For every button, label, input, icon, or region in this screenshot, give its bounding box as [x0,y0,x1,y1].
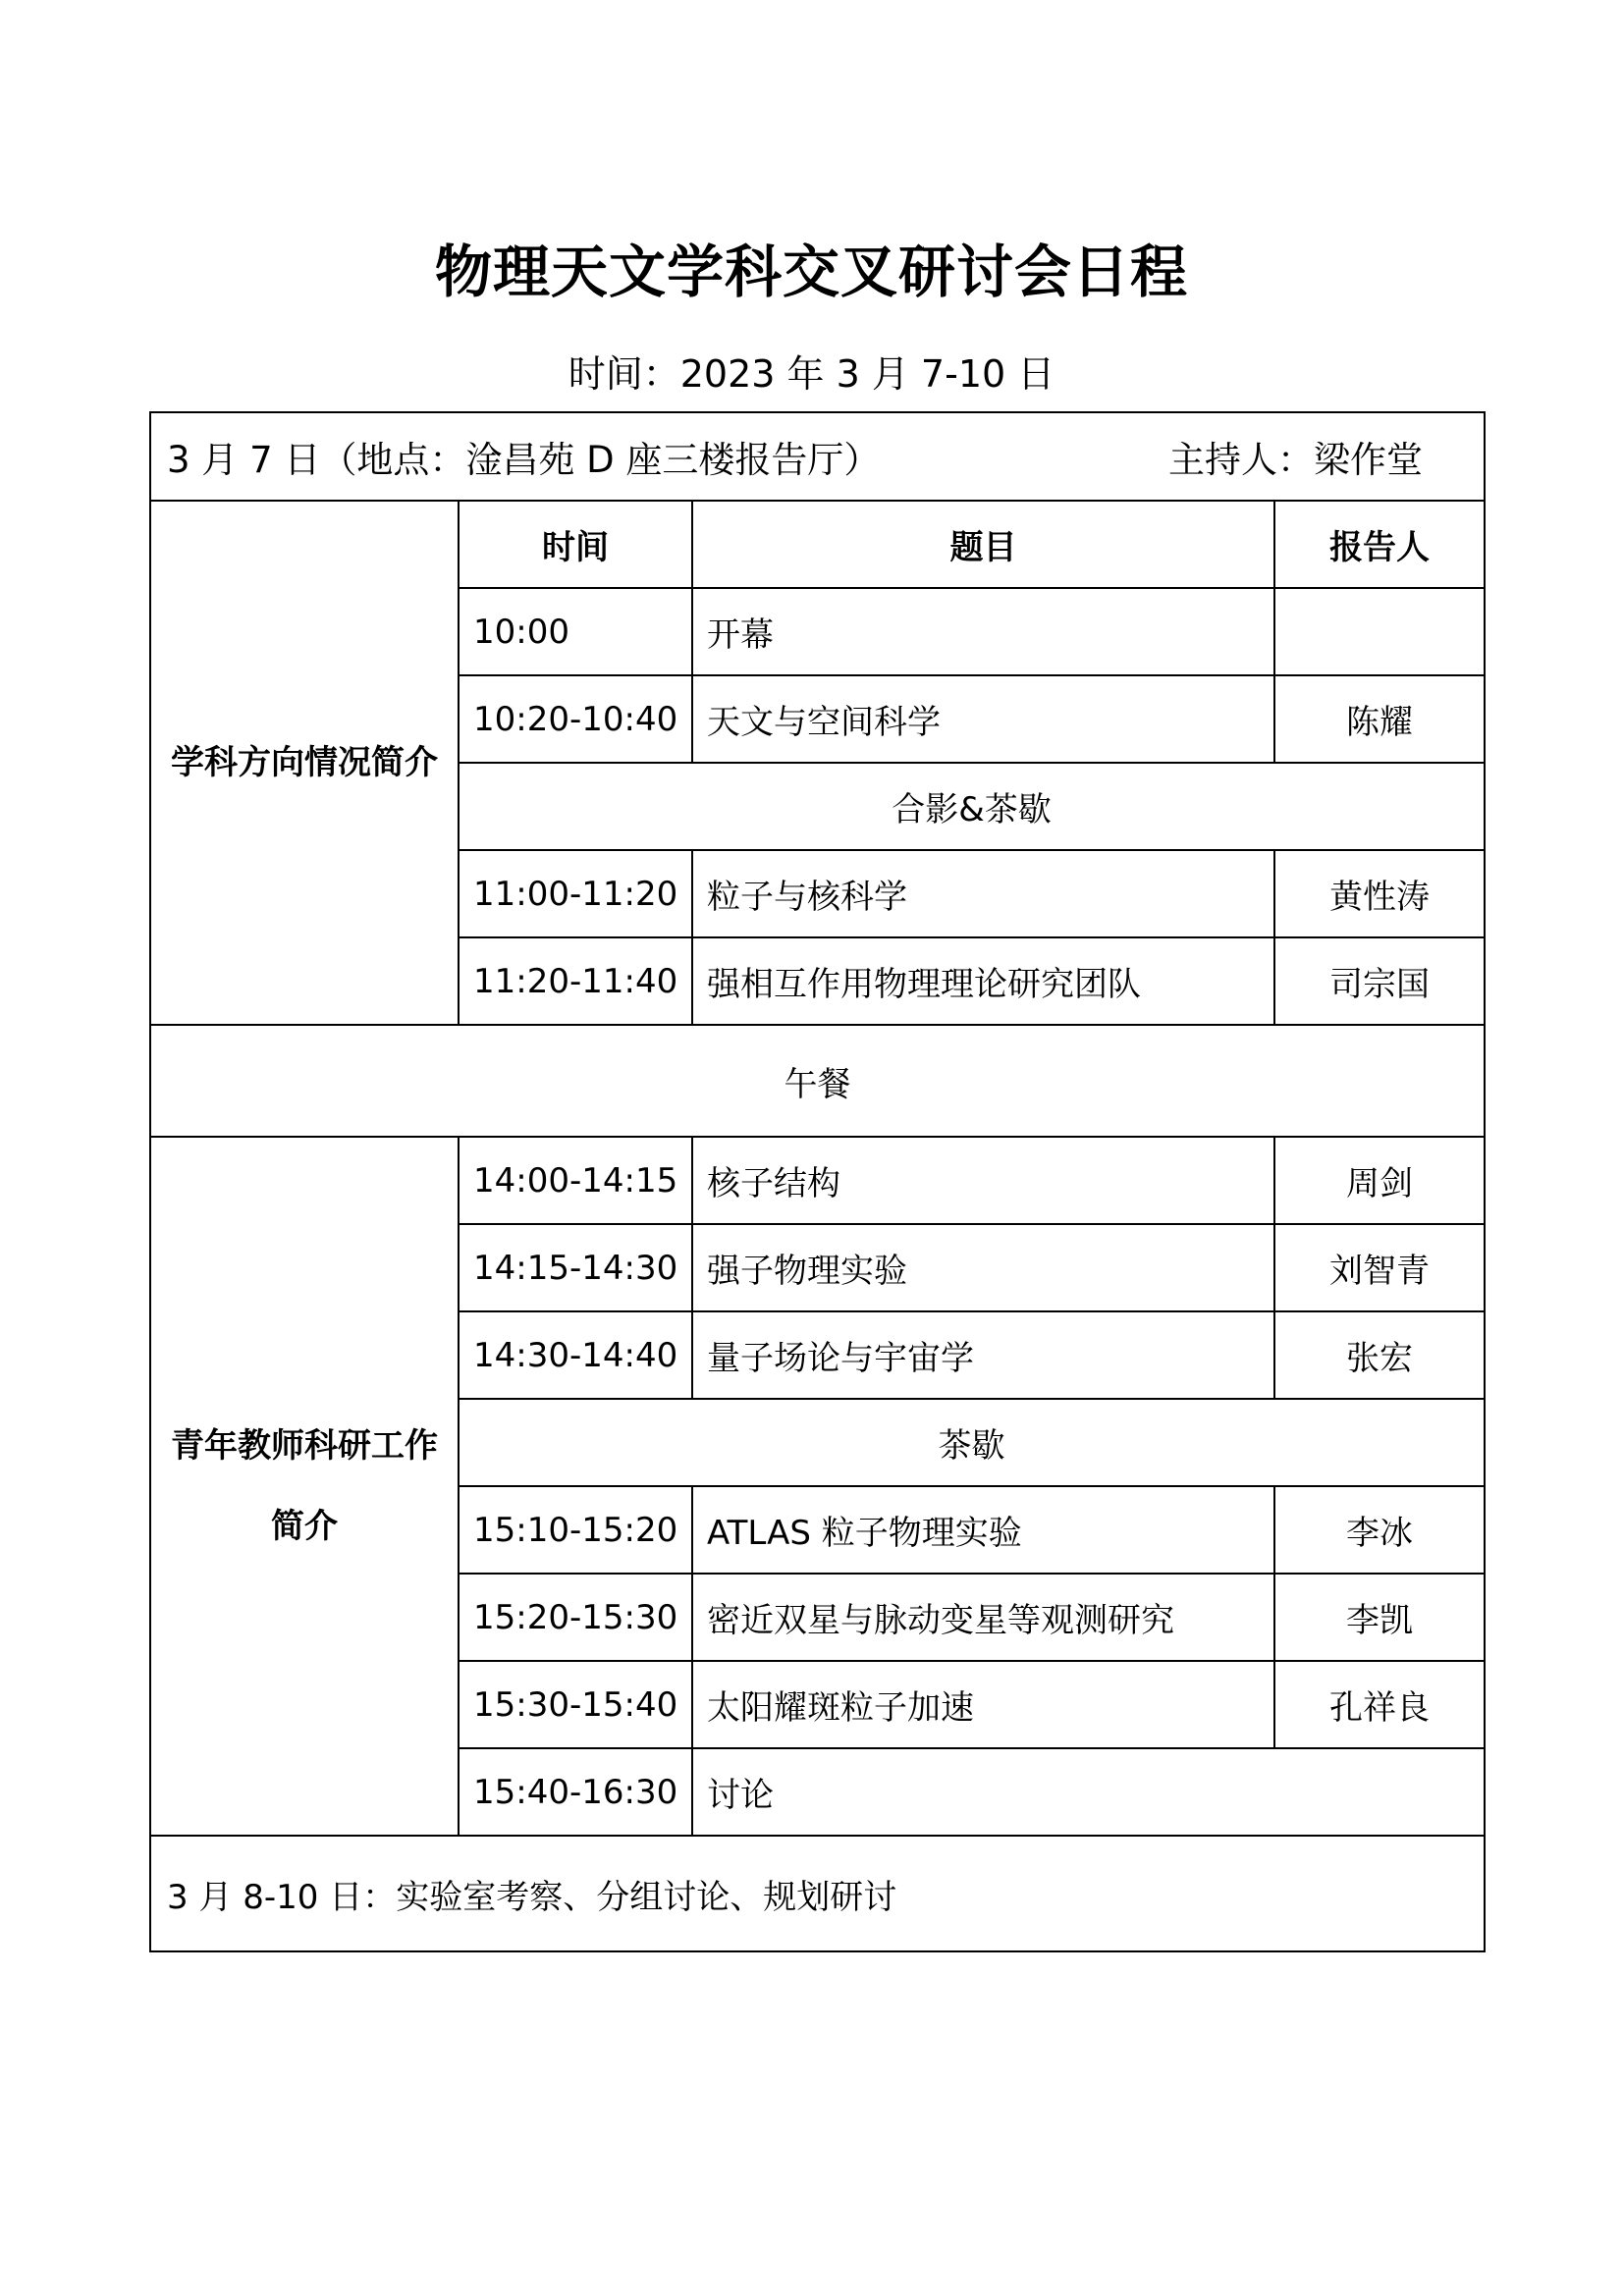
speaker-cell: 黄性涛 [1274,850,1485,937]
column-header-row [150,501,1485,588]
break-cell: 合影&茶歇 [459,763,1485,850]
topic-cell: 核子结构 [692,1137,1274,1224]
topic-cell: 天文与空间科学 [692,675,1274,763]
speaker-cell: 孔祥良 [1274,1661,1485,1748]
lunch-cell: 午餐 [150,1025,1485,1137]
speaker-cell: 司宗国 [1274,937,1485,1025]
schedule-table [149,411,1486,1952]
time-cell: 11:00-11:20 [459,850,692,937]
column-header-time: 时间 [459,501,692,588]
topic-cell: 强子物理实验 [692,1224,1274,1311]
speaker-cell: 李凯 [1274,1574,1485,1661]
time-cell: 14:00-14:15 [459,1137,692,1224]
time-cell: 15:10-15:20 [459,1486,692,1574]
section-label-2: 青年教师科研工作 简介 [150,1137,459,1836]
host-label: 主持人：梁作堂 [1168,439,1424,481]
table-row [150,1137,1485,1224]
page-subtitle: 时间：2023 年 3 月 7-10 日 [568,352,1055,396]
topic-cell: 量子场论与宇宙学 [692,1311,1274,1399]
speaker-cell [1274,588,1485,675]
break-cell: 茶歇 [459,1399,1485,1486]
time-cell: 15:20-15:30 [459,1574,692,1661]
time-cell: 14:15-14:30 [459,1224,692,1311]
speaker-cell: 张宏 [1274,1311,1485,1399]
topic-cell: 密近双星与脉动变星等观测研究 [692,1574,1274,1661]
time-cell: 10:00 [459,588,692,675]
speaker-cell: 刘智青 [1274,1224,1485,1311]
time-cell: 11:20-11:40 [459,937,692,1025]
time-cell: 10:20-10:40 [459,675,692,763]
speaker-cell: 陈耀 [1274,675,1485,763]
section-label-1: 学科方向情况简介 [150,501,459,1025]
topic-cell: 太阳耀斑粒子加速 [692,1661,1274,1748]
time-cell: 15:30-15:40 [459,1661,692,1748]
topic-cell: ATLAS 粒子物理实验 [692,1486,1274,1574]
page-title: 物理天文学科交叉研讨会日程 [434,239,1188,305]
footer-note: 3 月 8-10 日：实验室考察、分组讨论、规划研讨 [150,1836,1485,1951]
footer-row [150,1836,1485,1951]
topic-cell: 强相互作用物理理论研究团队 [692,937,1274,1025]
speaker-cell: 李冰 [1274,1486,1485,1574]
time-cell: 15:40-16:30 [459,1748,692,1836]
day-header-row [150,412,1485,501]
topic-cell: 开幕 [692,588,1274,675]
speaker-cell: 周剑 [1274,1137,1485,1224]
column-header-topic: 题目 [692,501,1274,588]
time-cell: 14:30-14:40 [459,1311,692,1399]
lunch-row [150,1025,1485,1137]
topic-cell: 粒子与核科学 [692,850,1274,937]
topic-cell: 讨论 [692,1748,1485,1836]
column-header-speaker: 报告人 [1274,501,1485,588]
day-location-heading: 3 月 7 日（地点：淦昌苑 D 座三楼报告厅） [167,439,881,481]
